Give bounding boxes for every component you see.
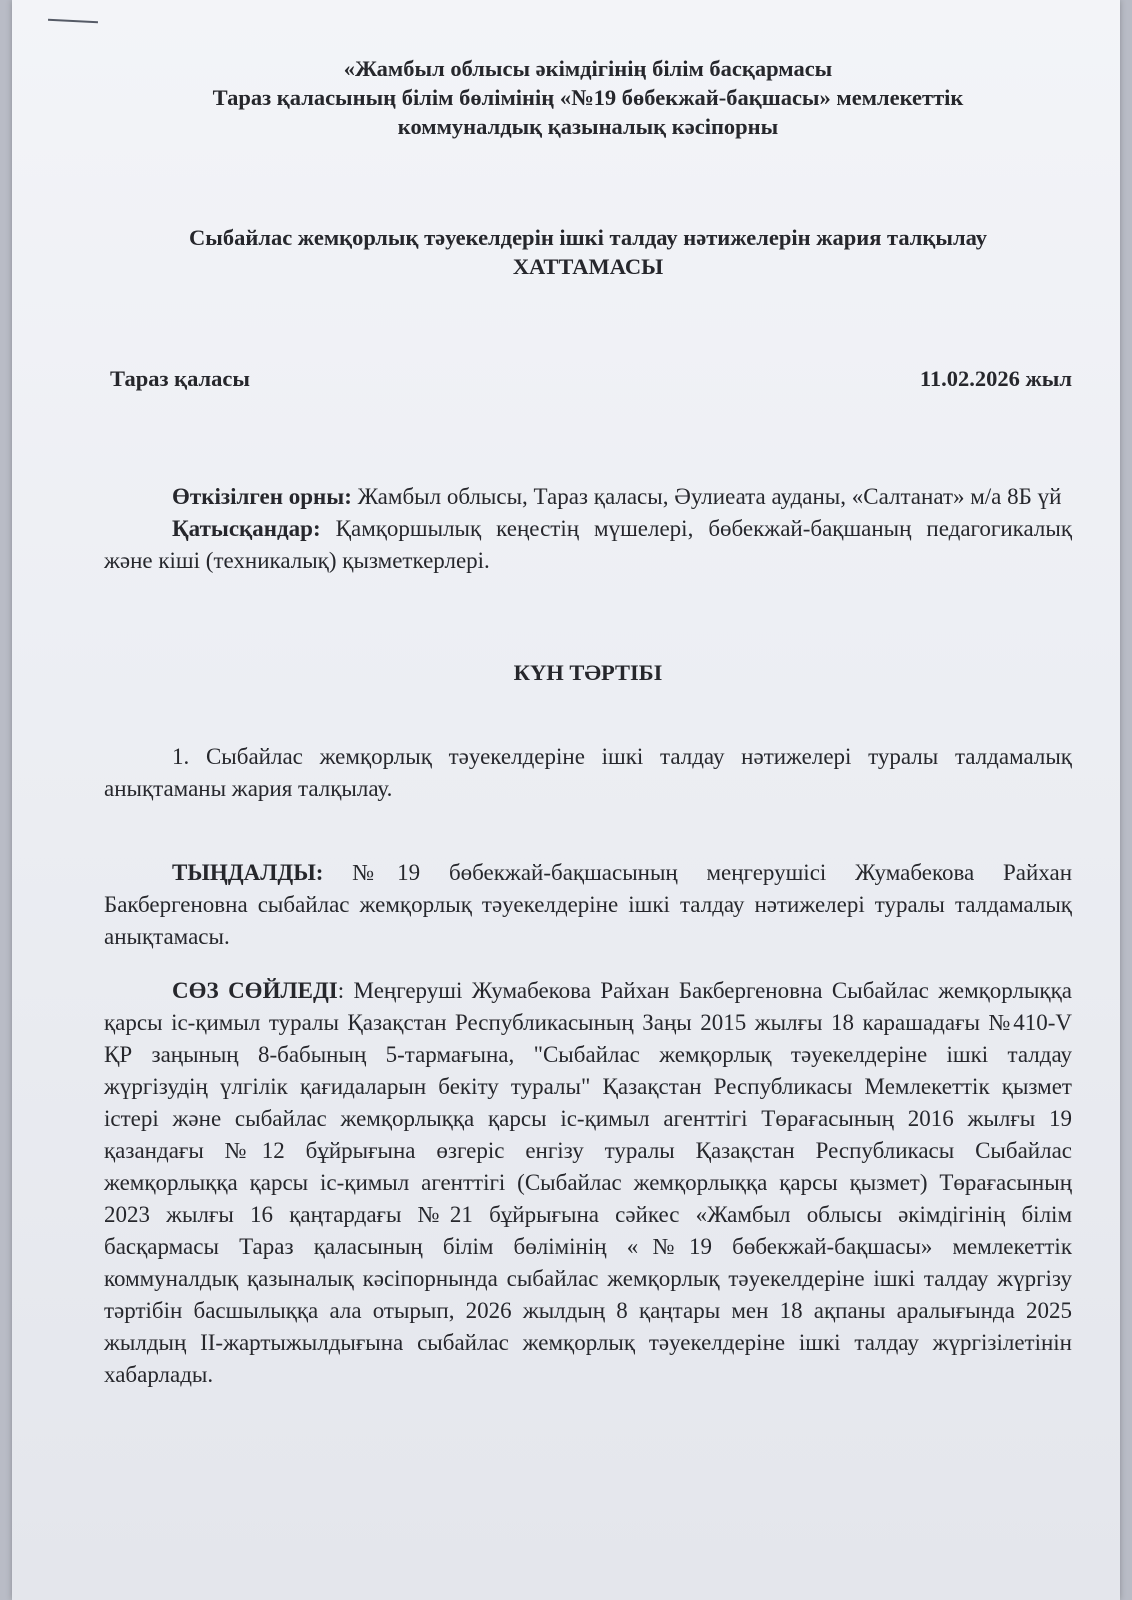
venue-text: Жамбыл облысы, Тараз қаласы, Әулиеата ауданы, «Салтанат» м/а 8Б үй — [357, 484, 1062, 509]
header-line-1: «Жамбыл облысы әкімдігінің білім басқармасы — [343, 56, 833, 81]
document-body — [104, 54, 1072, 1391]
city: Тараз қаласы — [110, 366, 250, 391]
spoke-text: : Меңгеруші Жумабекова Райхан Бакбергеновна Сыбайлас жемқорлыққа қарсы іс-қимыл туралы Қазақстан Республикасының Заңы 2015 жылғы 18 карашадағы №410-V ҚР заңының 8-бабының 5-тармағына, "Сыбайлас жемқорлық тәуекелдеріне ішкі талдау жүргізудің үлгілік қағидаларын бекіту туралы" Қазақстан Республикасы Мемлекеттік қызмет істері және сыбайлас жемқорлыққа қарсы іс-қимыл агенттігі Төрағасының 2016 жылғы 19 қазандағы №12 бұйрығына өзгеріс енгізу туралы Қазақстан Республикасы Сыбайлас жемқорлыққа қарсы іс-қимыл агенттігі (Сыбайлас жемқорлыққа қарсы қызмет) Төрағасының 2023 жылғы 16 қаңтардағы №21 бұйрығына сәйкес «Жамбыл облысы әкімдігінің білім басқармасы Тараз қаласының білім бөлімінің «№19 бөбекжай-бақшасы» мемлекеттік коммуналдық қазыналық кәсіпорнында сыбайлас жемқорлық тәуекелдеріне ішкі талдау жүргізу тәртібін басшылыққа ала отырып, 2026 жылдың 8 қаңтары мен 18 ақпаны аралығында 2025 жылдың ІІ-жартыжылдығына сыбайлас жемқорлық тәуекелдеріне ішкі талдау жүргізілетінін хабарлады. — [104, 978, 1072, 1387]
agenda-item-1: 1. Сыбайлас жемқорлық тәуекелдеріне ішкі талдау нәтижелері туралы талдамалық анықтаманы жария талқылау. — [104, 744, 1072, 801]
date: 11.02.2026 жыл — [919, 366, 1072, 391]
agenda-title: КҮН ТӘРТІБІ — [513, 660, 663, 685]
header-line-3: коммуналдық қазыналық кәсіпорны — [397, 114, 779, 139]
title-line-2: ХАТТАМАСЫ — [512, 254, 664, 279]
spoke-label: СӨЗ СӨЙЛЕДІ — [172, 978, 338, 1003]
title-line-1: Сыбайлас жемқорлық тәуекелдерін ішкі талдау нәтижелерін жария талқылау — [189, 225, 987, 250]
document-page — [12, 0, 1120, 1600]
organization-header — [104, 54, 1072, 141]
heard-paragraph — [104, 857, 1072, 953]
spoke-paragraph — [104, 975, 1072, 1391]
attendees-label: Қатысқандар: — [172, 516, 321, 541]
place-date-row — [104, 363, 1072, 395]
attendees-paragraph — [104, 513, 1072, 577]
heard-text: №19 бөбекжай-бақшасының меңгерушісі Жумабекова Райхан Бакбергеновна сыбайлас жемқорлық тәуекелдеріне ішкі талдау нәтижелері туралы талдамалық анықтамасы. — [104, 860, 1073, 949]
document-title — [104, 223, 1072, 281]
header-line-2: Тараз қаласының білім бөлімінің «№19 бөбекжай-бақшасы» мемлекеттік — [212, 85, 964, 110]
venue-label: Өткізілген орны: — [172, 484, 352, 509]
pen-mark — [48, 19, 98, 24]
heard-label: ТЫҢДАЛДЫ: — [172, 860, 324, 885]
venue-paragraph — [104, 481, 1072, 513]
attendees-text: Қамқоршылық кеңестің мүшелері, бөбекжай-бақшаның педагогикалық және кіші (техникалық) қызметкерлері. — [104, 516, 1073, 573]
